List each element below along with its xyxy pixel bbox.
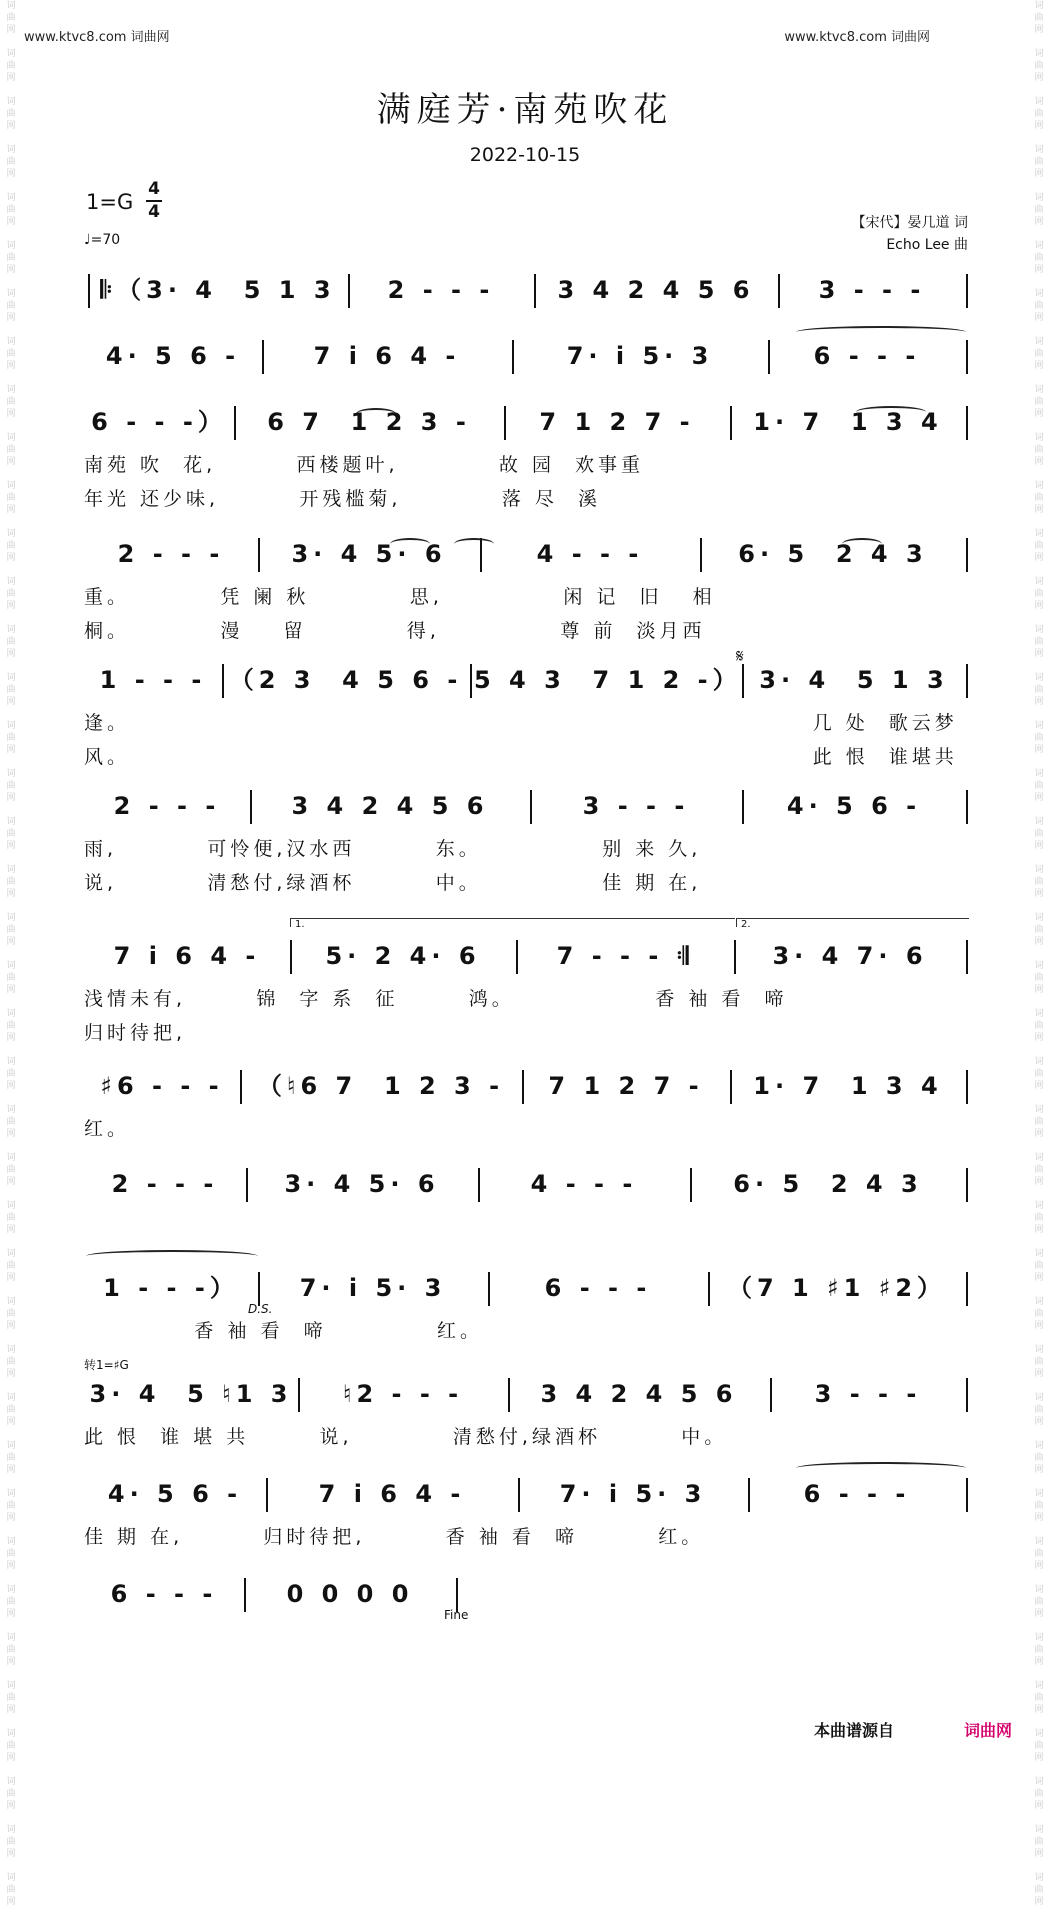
measure: 2 - - - — [113, 792, 221, 820]
measure: 3· 4 5· 6 — [284, 1170, 440, 1198]
measure: 6 7 1 2 3 - — [267, 408, 471, 436]
score-row — [0, 1164, 1050, 1204]
measure: 6· 5 2 4 3 — [733, 1170, 923, 1198]
lyric-line: 浅情未有, 锦 字 系 征 鸿。 香 袖 看 啼 — [84, 988, 788, 1010]
barline — [966, 538, 968, 572]
barline — [88, 274, 90, 308]
footer-brand: 词曲网 — [964, 1721, 1013, 1740]
fine-marking: Fine — [444, 1608, 469, 1622]
barline — [522, 1070, 524, 1104]
measure: （♮6 7 1 2 3 - — [257, 1072, 505, 1100]
barline — [966, 1378, 968, 1412]
slur — [796, 1462, 966, 1474]
measure: ♯6 - - - — [100, 1072, 224, 1100]
lyric-line: 此 恨 谁 堪 共 说, 清愁付,绿酒杯 中。 — [84, 1426, 728, 1448]
barline — [708, 1272, 710, 1306]
lyric-line: 红。 — [84, 1118, 131, 1140]
score-row — [0, 1374, 1050, 1414]
measure: 7· i 5· 3 — [299, 1274, 447, 1302]
slur — [86, 1250, 258, 1262]
measure: 3· 4 5 ♮1 3 — [89, 1380, 293, 1408]
barline — [748, 1478, 750, 1512]
barline — [298, 1378, 300, 1412]
measure: 4· 5 6 - — [107, 1480, 243, 1508]
measure: 3 - - - — [582, 792, 690, 820]
footer-source: 本曲谱源自 — [814, 1721, 895, 1740]
time-signature — [146, 180, 162, 222]
time-signature-top: 4 — [148, 179, 160, 199]
measure: 4· 5 6 - — [105, 342, 241, 370]
measure: 3· 4 7· 6 — [772, 942, 928, 970]
barline — [966, 1168, 968, 1202]
song-date: 2022-10-15 — [469, 144, 581, 166]
measure: 3 - - - — [818, 276, 926, 304]
measure: 2 - - - — [117, 540, 225, 568]
barline — [778, 274, 780, 308]
barline — [222, 664, 224, 698]
slur — [390, 538, 430, 550]
volta-first-ending: 1. — [290, 918, 735, 927]
time-signature-bottom: 4 — [148, 202, 160, 222]
modulation-marking: 转1=♯G — [84, 1358, 129, 1372]
score-row — [0, 1574, 1050, 1614]
barline — [250, 790, 252, 824]
measure: 7 i 6 4 - — [113, 942, 261, 970]
measure: 7 i 6 4 - — [318, 1480, 466, 1508]
measure: 7 - - - 𝄇 — [556, 942, 694, 970]
measure: 4· 5 6 - — [786, 792, 922, 820]
barline — [348, 274, 350, 308]
lyric-line: 雨, 可怜便,汉水西 东。 别 来 久, — [84, 838, 702, 860]
measure: 2 - - - — [387, 276, 495, 304]
slur — [856, 406, 926, 418]
slur — [356, 408, 396, 420]
barline — [246, 1168, 248, 1202]
barline — [730, 406, 732, 440]
measure: 7 1 2 7 - — [548, 1072, 704, 1100]
barline — [262, 340, 264, 374]
barline — [966, 274, 968, 308]
measure: 5 4 3 7 1 2 -） — [474, 666, 742, 694]
barline — [456, 1578, 458, 1612]
barline — [734, 940, 736, 974]
lyric-line: 佳 期 在, 归时待把, 香 袖 看 啼 红。 — [84, 1526, 705, 1548]
measure: 6 - - - — [813, 342, 921, 370]
barline — [290, 940, 292, 974]
lyric-line: 说, 清愁付,绿酒杯 中。 佳 期 在, — [84, 872, 702, 894]
measure: 7 1 2 7 - — [539, 408, 695, 436]
barline — [240, 1070, 242, 1104]
measure: 6 - - -） — [91, 408, 227, 436]
ds-marking: D.S. — [248, 1302, 273, 1316]
score-row — [0, 936, 1050, 976]
measure: 5· 2 4· 6 — [325, 942, 481, 970]
lyric-line: 南苑 吹 花, 西楼题叶, 故 园 欢事重 — [84, 454, 645, 476]
score-row — [0, 1268, 1050, 1308]
measure: 7 i 6 4 - — [313, 342, 461, 370]
barline — [742, 790, 744, 824]
measure: 7· i 5· 3 — [559, 1480, 707, 1508]
barline — [504, 406, 506, 440]
barline — [966, 790, 968, 824]
barline — [690, 1168, 692, 1202]
barline — [266, 1478, 268, 1512]
header-watermark-right: www.ktvc8.com 词曲网 — [784, 30, 930, 45]
slur — [454, 538, 494, 550]
measure: 3 4 2 4 5 6 — [291, 792, 489, 820]
score-row — [0, 534, 1050, 574]
measure: 1 - - -） — [103, 1274, 239, 1302]
barline — [534, 274, 536, 308]
measure: 3 4 2 4 5 6 — [540, 1380, 738, 1408]
slur — [796, 326, 966, 338]
barline — [966, 664, 968, 698]
lyric-line: 年光 还少味, 开残槛菊, 落 尽 溪 — [84, 488, 601, 510]
measure: 1 - - - — [99, 666, 207, 694]
measure: 4 - - - — [530, 1170, 638, 1198]
measure: 3· 4 5 1 3 — [759, 666, 949, 694]
score-row — [0, 270, 1050, 310]
barline — [730, 1070, 732, 1104]
right-watermark-strip: 词 曲 网 词 曲 网 词 曲 网 词 曲 网 词 曲 网 词 曲 网 词 曲 网 词 曲 网 词 曲 网 词 曲 网 词 曲 网 词 曲 网 词 曲 网 词 曲 网 词 曲 网 词 曲 网 词 曲 网 词 曲 网 词 曲 网 词 曲 网 词 曲 网 词 曲 网 词 曲 网 词 曲 网 词 曲 网 词 曲 网 词 曲 网 词 曲 网 词 曲 网 词 曲 网 词 曲 网 词 曲 网 词 曲 网 词 曲 网 词 曲 网 词 曲 网 词 曲 网 词 曲 网 词 曲 网 词 曲 网 — [1034, 1, 1044, 1907]
lyric-line: 桐。 漫 留 得, 尊 前 淡月西 — [84, 620, 706, 642]
barline — [508, 1378, 510, 1412]
measure: 𝄆（3· 4 5 1 3 — [100, 276, 336, 304]
barline — [244, 1578, 246, 1612]
barline — [966, 1272, 968, 1306]
barline — [966, 1070, 968, 1104]
score-row — [0, 1066, 1050, 1106]
header-watermark-left: www.ktvc8.com 词曲网 — [24, 30, 170, 45]
barline — [512, 340, 514, 374]
barline — [966, 940, 968, 974]
barline — [478, 1168, 480, 1202]
barline — [966, 1478, 968, 1512]
composer-credit: Echo Lee 曲 — [886, 237, 968, 253]
measure: 6 - - - — [803, 1480, 911, 1508]
measure: 3· 4 5· 6 — [291, 540, 447, 568]
lyric-line: 逢。 几 处 歌云梦 — [84, 712, 958, 734]
barline — [530, 790, 532, 824]
barline — [258, 538, 260, 572]
lyric-line: 归时待把, — [84, 1022, 187, 1044]
measure: 3 - - - — [814, 1380, 922, 1408]
barline — [768, 340, 770, 374]
barline — [770, 1378, 772, 1412]
key-signature: 1=G — [86, 190, 134, 214]
tempo-marking: ♩=70 — [84, 232, 121, 248]
measure: 0 0 0 0 — [286, 1580, 414, 1608]
measure: 1· 7 1 3 4 — [753, 408, 943, 436]
barline — [742, 664, 744, 698]
barline — [470, 664, 472, 698]
measure: 6 - - - — [544, 1274, 652, 1302]
score-row — [0, 786, 1050, 826]
barline — [488, 1272, 490, 1306]
barline — [234, 406, 236, 440]
measure: 3 4 2 4 5 6 — [557, 276, 755, 304]
song-title: 满庭芳·南苑吹花 — [376, 90, 674, 130]
segno-sign: 𝄋 — [736, 646, 744, 667]
measure: 7· i 5· 3 — [566, 342, 714, 370]
measure: （2 3 4 5 6 - — [229, 666, 463, 694]
measure: 2 - - - — [111, 1170, 219, 1198]
barline — [258, 1272, 260, 1306]
measure: ♮2 - - - — [342, 1380, 464, 1408]
barline — [518, 1478, 520, 1512]
measure: 6· 5 2 4 3 — [738, 540, 928, 568]
measure: 4 - - - — [536, 540, 644, 568]
score-row — [0, 336, 1050, 376]
score-row — [0, 660, 1050, 700]
score-row — [0, 1474, 1050, 1514]
measure: 1· 7 1 3 4 — [753, 1072, 943, 1100]
measure: 6 - - - — [110, 1580, 218, 1608]
slur — [842, 538, 882, 550]
barline — [966, 406, 968, 440]
lyric-line: 风。 此 恨 谁堪共 — [84, 746, 958, 768]
volta-second-ending: 2. — [736, 918, 969, 927]
lyric-line: 重。 凭 阑 秋 思, 闲 记 旧 相 — [84, 586, 716, 608]
left-watermark-strip: 词 曲 网 词 曲 网 词 曲 网 词 曲 网 词 曲 网 词 曲 网 词 曲 网 词 曲 网 词 曲 网 词 曲 网 词 曲 网 词 曲 网 词 曲 网 词 曲 网 词 曲 网 词 曲 网 词 曲 网 词 曲 网 词 曲 网 词 曲 网 词 曲 网 词 曲 网 词 曲 网 词 曲 网 词 曲 网 词 曲 网 词 曲 网 词 曲 网 词 曲 网 词 曲 网 词 曲 网 词 曲 网 词 曲 网 词 曲 网 词 曲 网 词 曲 网 词 曲 网 词 曲 网 词 曲 网 词 曲 网 — [6, 1, 16, 1907]
measure: （7 1 ♯1 ♯2） — [727, 1274, 947, 1302]
barline — [516, 940, 518, 974]
lyricist-credit: 【宋代】晏几道 词 — [851, 215, 968, 231]
lyric-line: 香 袖 看 啼 红。 — [84, 1320, 484, 1342]
barline — [966, 340, 968, 374]
barline — [700, 538, 702, 572]
